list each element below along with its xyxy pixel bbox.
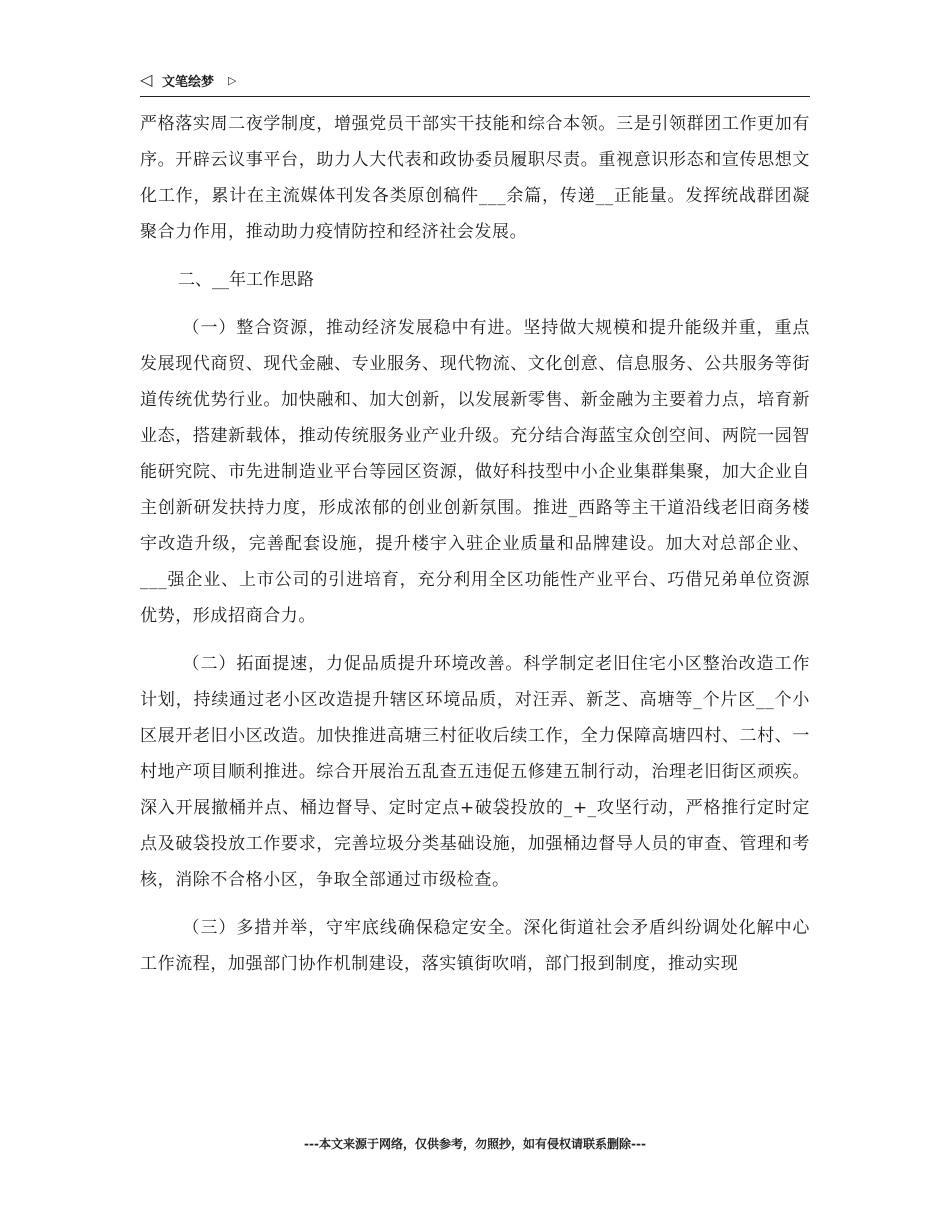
paragraph-2: （二）拓面提速，力促品质提升环境改善。科学制定老旧住宅小区整治改造工作计划，持续通过老小区改造提升辖区环境品质，对汪弄、新芝、高塘等_个片区__个小区展开老旧小区改造。加快推进高塘三村征收后续工作，全力保障高塘四村、二村、一村地产项目顺利推进。综合开展治五乱查五违促五修建五制行动，治理老旧街区顽疾。深入开展撤桶并点、桶边督导、定时定点+破袋投放的_+_攻坚行动，严格推行定时定点及破袋投放工作要求，完善垃圾分类基础设施，加强桶边督导人员的审查、管理和考核，消除不合格小区，争取全部通过市级检查。 bbox=[140, 654, 810, 890]
brand-label: 文笔绘梦 bbox=[162, 75, 215, 90]
paragraph-3: （三）多措并举，守牢底线确保稳定安全。深化街道社会矛盾纠纷调处化解中心工作流程，加强部门协作机制建设，落实镇街吹哨，部门报到制度，推动实现 bbox=[140, 918, 810, 974]
right-triangle-icon: ▷ bbox=[228, 74, 237, 87]
document-body bbox=[140, 106, 810, 982]
page-header bbox=[140, 70, 810, 97]
paragraph-continued: 严格落实周二夜学制度，增强党员干部实干技能和综合本领。三是引领群团工作更加有序。开辟云议事平台，助力人大代表和政协委员履职尽责。重视意识形态和宣传思想文化工作，累计在主流媒体刊发各类原创稿件___余篇，传递__正能量。发挥统战群团凝聚合力作用，推动助力疫情防控和经济社会发展。 bbox=[140, 114, 810, 242]
section-heading: 二、__年工作思路 bbox=[178, 270, 314, 290]
paragraph-1: （一）整合资源，推动经济发展稳中有进。坚持做大规模和提升能级并重，重点发展现代商贸、现代金融、专业服务、现代物流、文化创意、信息服务、公共服务等街道传统优势行业。加快融和、加大创新，以发展新零售、新金融为主要着力点，培育新业态，搭建新载体，推动传统服务业产业升级。充分结合海蓝宝众创空间、两院一园智能研究院、市先进制造业平台等园区资源，做好科技型中小企业集群集聚，加大企业自主创新研发扶持力度，形成浓郁的创业创新氛围。推进_西路等主干道沿线老旧商务楼宇改造升级，完善配套设施，提升楼宇入驻企业质量和品牌建设。加大对总部企业、___强企业、上市公司的引进培育，充分利用全区功能性产业平台、巧借兄弟单位资源优势，形成招商合力。 bbox=[140, 318, 810, 626]
footer-disclaimer: ---本文来源于网络，仅供参考，勿照抄，如有侵权请联系删除--- bbox=[304, 1137, 646, 1151]
left-triangle-icon: ◁ bbox=[140, 70, 153, 89]
